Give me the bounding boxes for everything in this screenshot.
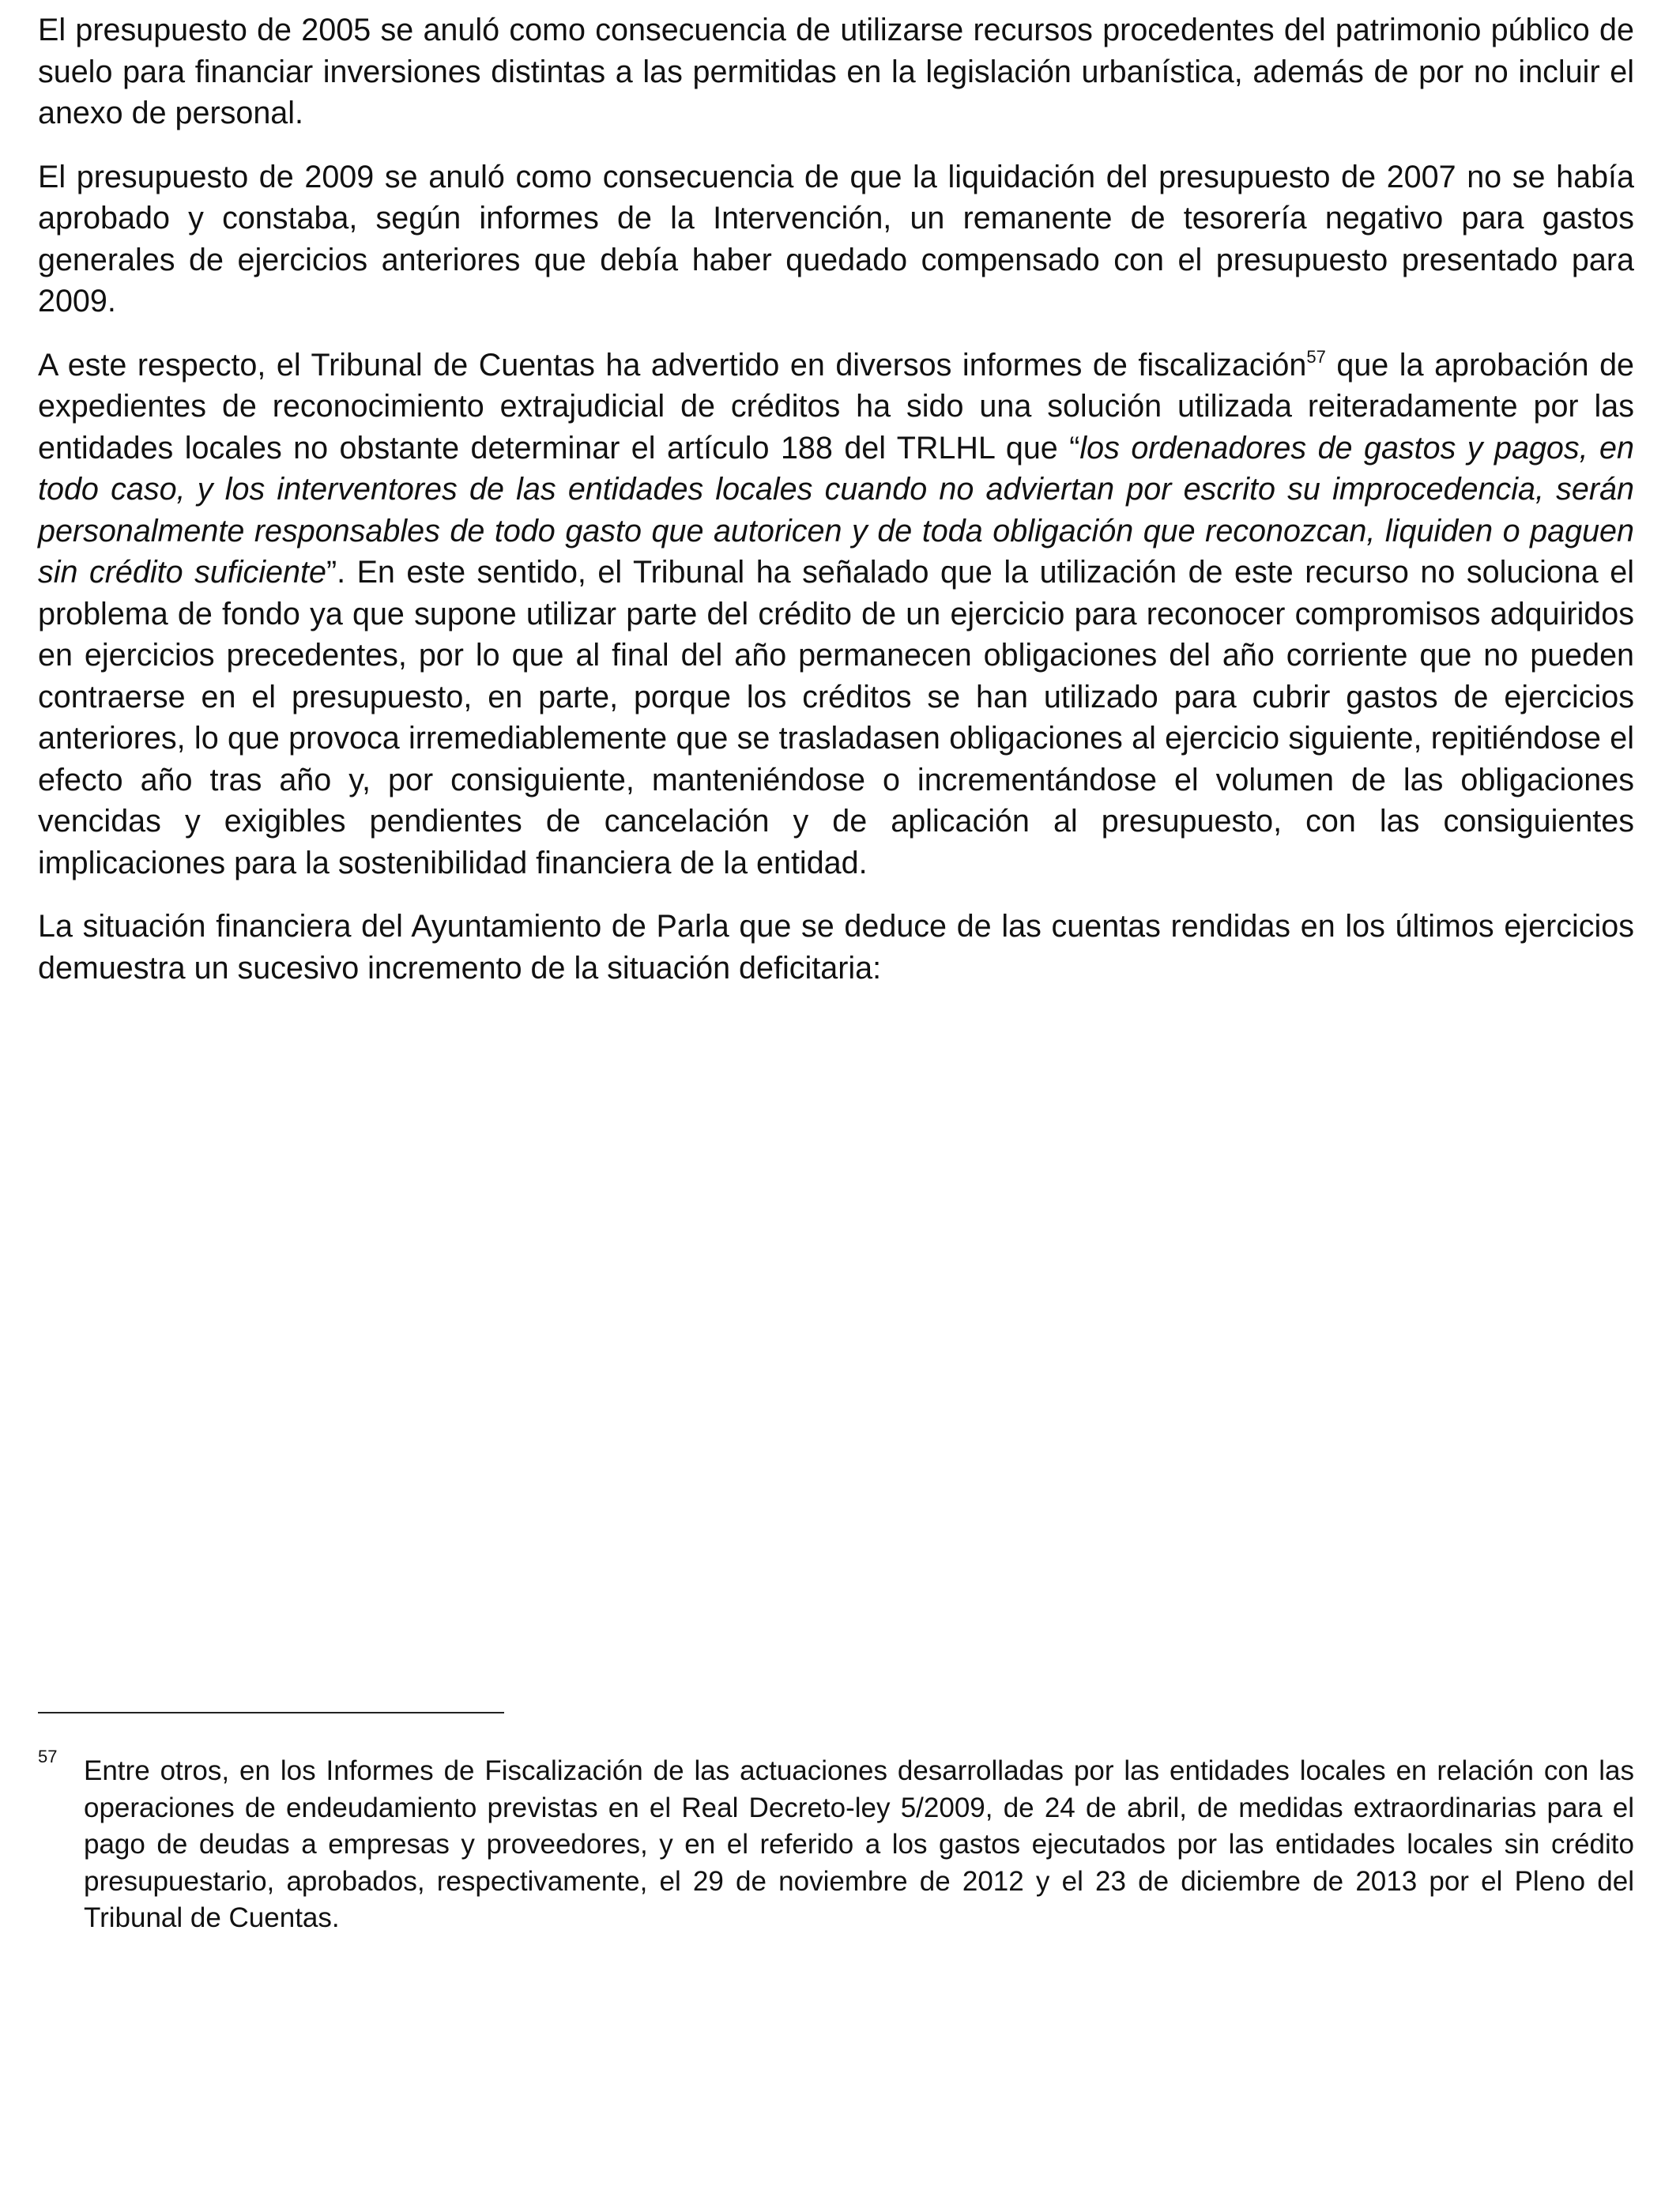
paragraph-tribunal-text-3: ”. En este sentido, el Tribunal ha señalado que la utilización de este recurso no soluciona el problema de fondo ya que supone utilizar parte del crédito de un ejercicio para reconocer compromisos adquiridos en ejercicios precedentes, por lo que al final del año permanecen obligaciones del año corriente que no pueden contraerse en el presupuesto, en parte, porque los créditos se han utilizado para cubrir gastos de ejercicios anteriores, lo que provoca irremediablemente que se trasladasen obligaciones al ejercicio siguiente, repitiéndose el efecto año tras año y, por consiguiente, manteniéndose o incrementándose el volumen de las obligaciones vencidas y exigibles pendientes de cancelación y de aplicación al presupuesto, con las consiguientes implicaciones para la sostenibilidad financiera de la entidad. — [38, 555, 1634, 880]
paragraph-tribunal-text-1: A este respecto, el Tribunal de Cuentas ha advertido en diversos informes de fiscalización — [38, 347, 1307, 383]
footnote-text: Entre otros, en los Informes de Fiscalización de las actuaciones desarrolladas por las entidades locales en relación con las operaciones de endeudamiento previstas en el Real Decreto-ley 5/2009, de 24 de abril, de medidas extraordinarias para el pago de deudas a empresas y proveedores, y en el referido a los gastos ejecutados por las entidades locales sin crédito presupuestario, aprobados, respectivamente, el 29 de noviembre de 2012 y el 23 de diciembre de 2013 por el Pleno del Tribunal de Cuentas. — [84, 1755, 1634, 1933]
paragraph-budget-2009: El presupuesto de 2009 se anuló como consecuencia de que la liquidación del presupuesto de 2007 no se había aprobado y constaba, según informes de la Intervención, un remanente de tesorería negativo para gastos generales de ejercicios anteriores que debía haber quedado compensado con el presupuesto presentado para 2009. — [38, 159, 1634, 319]
paragraph-situacion-financiera: La situación financiera del Ayuntamiento de Parla que se deduce de las cuentas rendidas en los últimos ejercicios demuestra un sucesivo incremento de la situación deficitaria: — [38, 909, 1634, 986]
legal-quotation: los ordenadores de gastos y pagos, en todo caso, y los interventores de las entidades locales cuando no adviertan por escrito su improcedencia, serán personalmente responsables de todo gasto que autoricen y de toda obligación que reconozcan, liquiden o paguen sin crédito suficiente — [38, 430, 1634, 590]
body-text — [38, 9, 1634, 1011]
paragraph-budget-2005: El presupuesto de 2005 se anuló como consecuencia de utilizarse recursos procedentes del patrimonio público de suelo para financiar inversiones distintas a las permitidas en la legislación urbanística, además de por no incluir el anexo de personal. — [38, 13, 1634, 130]
footnote-reference[interactable]: 57 — [1306, 346, 1326, 367]
footnote-number: 57 — [38, 1747, 58, 1766]
paragraph-tribunal-cuentas — [38, 345, 1634, 884]
paragraph-tribunal-text-2: que la aprobación de expedientes de reconocimiento extrajudicial de créditos ha sido una solución utilizada reiteradamente por las entidades locales no obstante determinar el artículo 188 del TRLHL que “ — [38, 347, 1635, 466]
footnote — [38, 1747, 1634, 1937]
footnote-separator — [38, 1712, 504, 1713]
